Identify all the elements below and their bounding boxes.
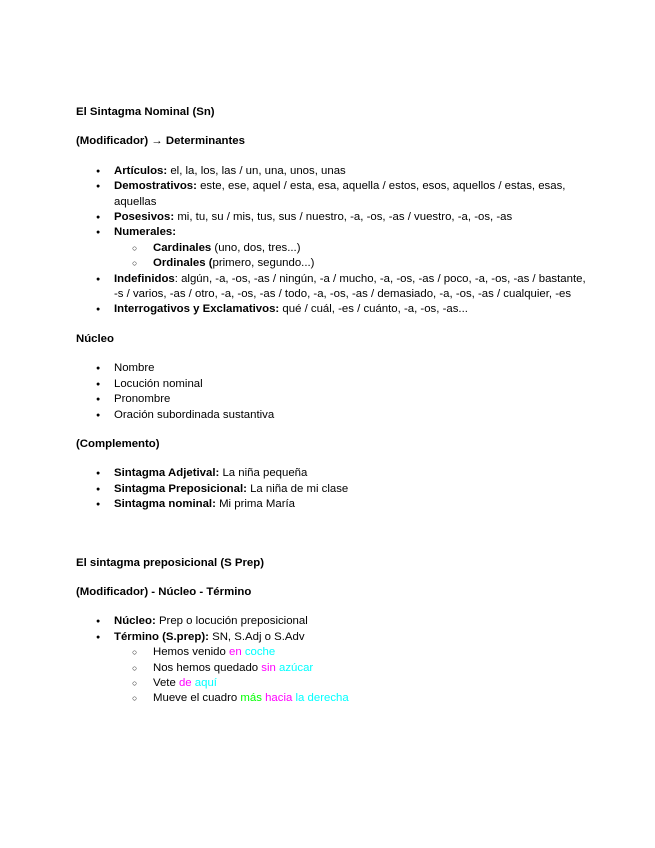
item-text: primero, segundo...)	[212, 257, 315, 270]
example-text: Hemos venido	[153, 646, 229, 659]
sublist-item-cardinales	[114, 241, 586, 256]
item-label: Sintagma Preposicional:	[114, 482, 247, 495]
item-label: Numerales:	[114, 226, 177, 239]
list-item: ● Oración subordinada sustantiva	[76, 408, 586, 423]
item-label: Indefinidos	[114, 272, 175, 285]
item-label: Sintagma nominal:	[114, 498, 216, 511]
item-text: (uno, dos, tres...)	[211, 241, 301, 254]
item-label: Cardinales	[153, 241, 212, 254]
item-label: Demostrativos:	[114, 180, 197, 193]
item-text: qué / cuál, -es / cuánto, -a, -os, -as...	[279, 303, 468, 316]
complemento-list	[76, 466, 586, 512]
example-text: Vete	[153, 676, 179, 689]
item-text: Prep o locución preposicional	[155, 615, 308, 628]
structure-heading: (Modificador) - Núcleo - Término	[76, 585, 252, 598]
list-item: ● Locución nominal	[76, 377, 586, 392]
example-item	[114, 645, 586, 660]
document-content	[76, 105, 586, 707]
complemento-heading: (Complemento)	[76, 437, 160, 450]
item-label: Interrogativos y Exclamativos:	[114, 303, 280, 316]
list-item-demostrativos	[76, 179, 586, 210]
item-label: Posesivos:	[114, 211, 175, 224]
list-item-numerales	[76, 225, 586, 271]
sublist-item-ordinales	[114, 256, 586, 271]
item-text: SN, S.Adj o S.Adv	[208, 630, 305, 643]
list-item-sintagma-preposicional	[76, 482, 586, 497]
item-label: Núcleo:	[114, 615, 156, 628]
list-item: ● Nombre	[76, 361, 586, 376]
list-item-sintagma-nominal	[76, 497, 586, 512]
example-text: Nos hemos quedado	[153, 661, 262, 674]
example-text: Mueve el cuadro	[153, 692, 241, 705]
example-modificador: más	[240, 692, 262, 705]
numerales-sublist	[114, 241, 586, 272]
section-title-sintagma-preposicional: El sintagma preposicional (S Prep)	[76, 556, 264, 569]
item-text: La niña de mi clase	[246, 482, 349, 495]
examples-sublist	[114, 645, 586, 707]
item-text: Mi prima María	[215, 498, 296, 511]
section-title-sintagma-nominal: El Sintagma Nominal (Sn)	[76, 106, 215, 118]
sprep-list	[76, 614, 586, 706]
item-text: este, ese, aquel / esta, esa, aquella / estos, esos, aquellos / estas, esas, aquellas	[114, 180, 566, 208]
list-item-indefinidos	[76, 272, 586, 303]
example-termino: coche	[241, 646, 276, 659]
example-item	[114, 661, 586, 676]
example-item	[114, 691, 586, 706]
list-item-termino	[76, 630, 586, 707]
nucleo-heading: Núcleo	[76, 332, 114, 345]
item-text: el, la, los, las / un, una, unos, unas	[167, 164, 346, 177]
item-text: mi, tu, su / mis, tus, sus / nuestro, -a, -os, -as / vuestro, -a, -os, -as	[174, 211, 513, 224]
example-termino: la derecha	[292, 692, 349, 705]
item-label: Término (S.prep):	[114, 630, 209, 643]
example-item	[114, 676, 586, 691]
list-item-sintagma-adjetival	[76, 466, 586, 481]
list-item: ● Pronombre	[76, 392, 586, 407]
nucleo-list	[76, 361, 586, 423]
example-preposition: sin	[261, 661, 276, 674]
example-preposition: en	[228, 646, 242, 659]
list-item-articulos	[76, 164, 586, 179]
list-item-interrogativos	[76, 302, 586, 317]
example-termino: aquí	[191, 676, 217, 689]
item-text: : algún, -a, -os, -as / ningún, -a / mucho, -a, -os, -as / poco, -a, -os, -as / bastante, -s / varios, -as / otro, -a, -os, -as / todo, -a, -os, -as / demasiado, -a, -os, -as / cualquier, -es	[114, 272, 586, 301]
example-preposition: de	[178, 676, 192, 689]
item-text: La niña pequeña	[219, 467, 308, 480]
determinantes-list	[76, 164, 586, 318]
example-termino: azúcar	[275, 661, 314, 674]
item-label: Sintagma Adjetival:	[114, 467, 220, 480]
modificador-heading: (Modificador) → Determinantes	[76, 135, 245, 148]
item-label: Ordinales (	[153, 257, 213, 270]
item-label: Artículos:	[114, 164, 168, 177]
list-item-posesivos	[76, 210, 586, 225]
list-item-nucleo	[76, 614, 586, 629]
example-preposition: hacia	[261, 692, 293, 705]
